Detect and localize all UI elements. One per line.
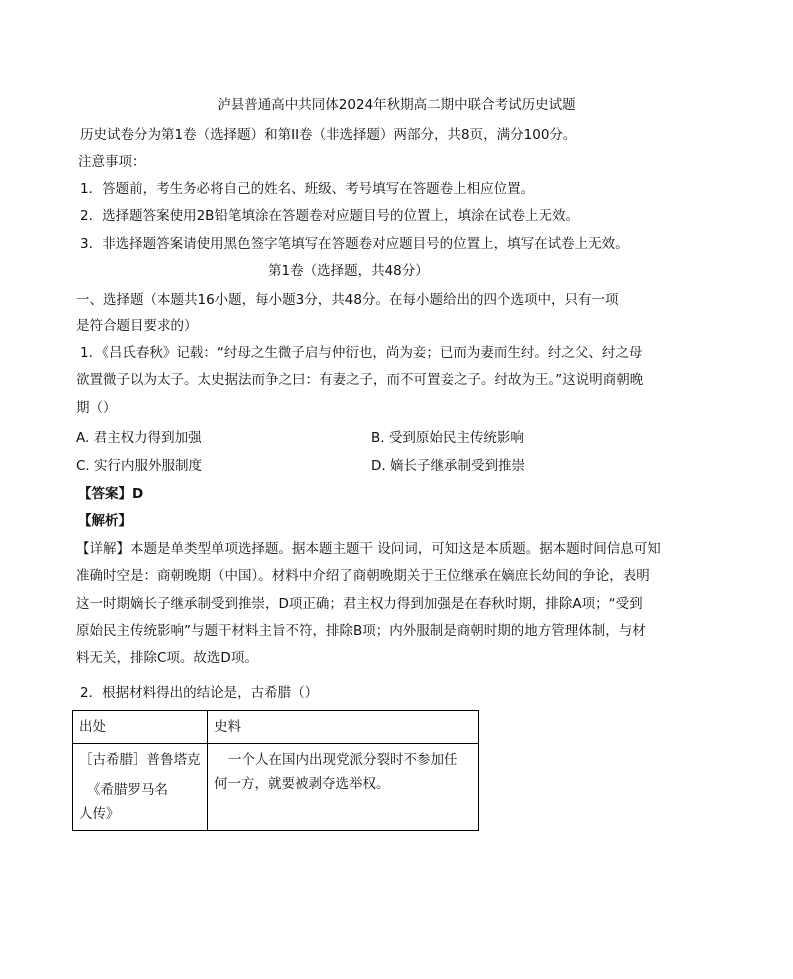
analysis-label: 【解析】 bbox=[78, 513, 132, 529]
source-table bbox=[72, 710, 479, 831]
option-d: D. 嫡长子继承制受到推崇 bbox=[371, 458, 525, 474]
notice-item: 1．答题前，考生务必将自己的姓名、班级、考号填写在答题卷上相应位置。 bbox=[80, 181, 535, 197]
detail-line: 【详解】本题是单类型单项选择题。据本题主题干 设问词，可知这是本质题。据本题时间信息可知 bbox=[76, 541, 661, 557]
option-a: A. 君主权力得到加强 bbox=[76, 430, 202, 446]
table-header-row bbox=[73, 711, 479, 744]
question-stem-line: 欲置微子以为太子。太史据法而争之曰：有妻之子，而不可置妾之子。纣故为王。”这说明商朝晚 bbox=[76, 372, 644, 388]
detail-line: 原始民主传统影响”与题干材料主旨不符，排除B项；内外服制是商朝时期的地方管理体制，与材 bbox=[76, 623, 646, 639]
source-line: 人传》 bbox=[79, 806, 120, 822]
section-heading: 第1卷（选择题，共48分） bbox=[268, 263, 429, 279]
part-intro-line: 一、选择题（本题共16小题，每小题3分，共48分。在每小题给出的四个选项中，只有一项 bbox=[76, 292, 619, 308]
page-title: 泸县普通高中共同体2024年秋期高二期中联合考试历史试题 bbox=[217, 97, 576, 113]
intro-text: 历史试卷分为第1卷（选择题）和第II卷（非选择题）两部分，共8页，满分100分。 bbox=[80, 127, 577, 143]
table-row bbox=[73, 744, 479, 831]
part-intro-line: 是符合题目要求的） bbox=[76, 318, 198, 334]
table-cell-material bbox=[208, 744, 479, 831]
answer-label: 【答案】D bbox=[78, 486, 144, 502]
question-2-stem: 2．根据材料得出的结论是，古希腊（） bbox=[80, 685, 319, 701]
option-c: C. 实行内服外服制度 bbox=[76, 458, 203, 474]
source-line: ［古希腊］普鲁塔克 bbox=[79, 752, 201, 768]
question-stem-line: 期（） bbox=[76, 400, 117, 416]
detail-line: 准确时空是：商朝晚期（中国）。材料中介绍了商朝晚期关于王位继承在嫡庶长幼间的争论，表明 bbox=[76, 568, 650, 584]
detail-line: 这一时期嫡长子继承制受到推崇，D项正确；君主权力得到加强是在春秋时期，排除A项；“受到 bbox=[76, 596, 643, 612]
table-header-cell: 出处 bbox=[73, 711, 208, 744]
notice-heading: 注意事项： bbox=[78, 154, 146, 170]
detail-line: 料无关，排除C项。故选D项。 bbox=[76, 650, 258, 666]
option-b: B. 受到原始民主传统影响 bbox=[371, 430, 524, 446]
notice-item: 3．非选择题答案请使用黑色签字笔填写在答题卷对应题目号的位置上，填写在试卷上无效。 bbox=[80, 236, 629, 252]
notice-item: 2．选择题答案使用2B铅笔填涂在答题卷对应题目号的位置上，填涂在试卷上无效。 bbox=[80, 208, 579, 224]
table-cell-source bbox=[73, 744, 208, 831]
material-line: 一个人在国内出现党派分裂时不参加任 bbox=[228, 752, 458, 768]
table-header-cell: 史料 bbox=[208, 711, 479, 744]
question-stem-line: 1．《吕氏春秋》记载：“纣母之生微子启与仲衍也，尚为妾；已而为妻而生纣。纣之父、纣之母 bbox=[80, 345, 643, 361]
material-line: 何一方，就要被剥夺选举权。 bbox=[214, 776, 390, 792]
source-line: 《希腊罗马名 bbox=[87, 782, 168, 798]
